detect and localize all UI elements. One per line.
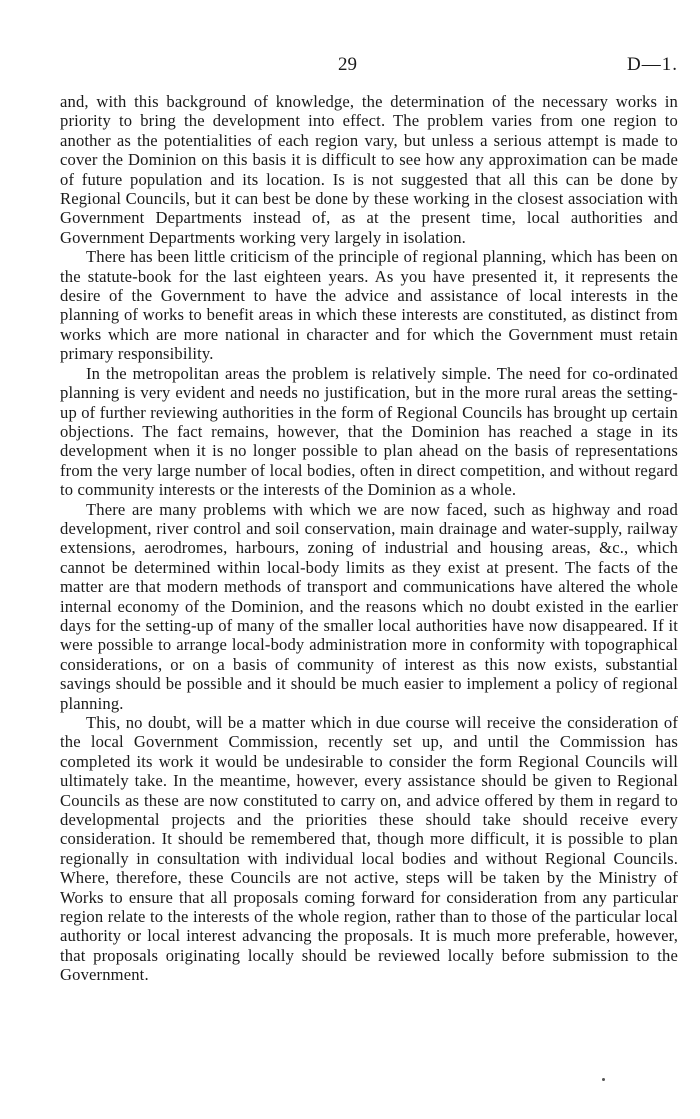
paragraph-5: This, no doubt, will be a matter which in due course will receive the consideration of the local Government Commission, recently set up, and until the Commission has completed its work it would be undesirable to consider the form Regional Councils will ultimately take. In the meantime, however, every assistance should be given to Regional Councils as these are now constituted to carry on, and advice offered by them in regard to developmental projects and the priorities these should take should receive every consideration. It should be remembered that, though more difficult, it is possible to plan regionally in consultation with individual local bodies and without Regional Councils. Where, therefore, these Councils are not active, steps will be taken by the Ministry of Works to ensure that all proposals coming forward for consideration from any particular region relate to the interests of the whole region, rather than to those of the particular local authority or local interest advancing the proposals. It is much more preferable, however, that proposals originating locally should be reviewed locally before submission to the Government. [60,713,678,985]
section-reference: D—1. [627,54,678,75]
paragraph-1: and, with this background of knowledge, the determination of the necessary works in priority to bring the development into effect. The problem varies from one region to another as the potentialities of each region vary, but unless a serious attempt is made to cover the Dominion on this basis it is difficult to see how any approximation can be made of future population and its location. Is is not suggested that all this can be done by Regional Councils, but it can best be done by these working in the closest association with Government Departments instead of, as at the present time, local authorities and Government Departments working very largely in isolation. [60,92,678,247]
page-number: 29 [338,54,357,75]
scan-speck [602,1078,605,1081]
paragraph-4: There are many problems with which we are now faced, such as highway and road development, river control and soil conservation, main drainage and water-supply, railway extensions, aerodromes, harbours, zoning of industrial and housing areas, &c., which cannot be determined within local-body limits as they exist at present. The facts of the matter are that modern methods of transport and communications have altered the whole internal economy of the Dominion, and the reasons which no doubt existed in the earlier days for the setting-up of many of the smaller local authorities have now disappeared. If it were possible to arrange local-body administration more in conformity with topographical considerations, or on a basis of community of interest as this now exists, substantial savings should be possible and it should be much easier to implement a policy of regional planning. [60,499,678,713]
body-text [60,92,678,985]
paragraph-3: In the metropolitan areas the problem is relatively simple. The need for co-ordinated planning is very evident and needs no justification, but in the more rural areas the setting-up of further reviewing authorities in the form of Regional Councils has brought up certain objections. The fact remains, however, that the Dominion has reached a stage in its development when it is no longer possible to plan ahead on the basis of representations from the very large number of local bodies, often in direct competition, and without regard to community interests or the interests of the Dominion as a whole. [60,363,678,500]
page-header [0,54,700,78]
paragraph-2: There has been little criticism of the principle of regional planning, which has been on the statute-book for the last eighteen years. As you have presented it, it represents the desire of the Government to have the advice and assistance of local interests in the planning of works to benefit areas in which these interests are constituted, as distinct from works which are more national in character and for which the Government must retain primary responsibility. [60,247,678,364]
